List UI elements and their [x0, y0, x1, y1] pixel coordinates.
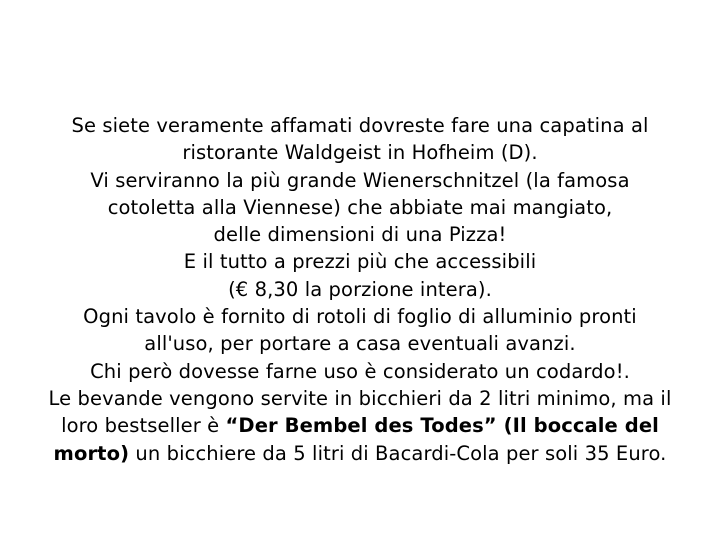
text-line: cotoletta alla Viennese) che abbiate mai mangiato, — [107, 195, 613, 219]
text-line: ristorante Waldgeist in Hofheim (D). — [182, 141, 538, 165]
text-line: E il tutto a prezzi più che accessibili — [183, 250, 537, 274]
text-line: Se siete veramente affamati dovreste fare una capatina al — [71, 114, 649, 137]
text-run: un bicchiere da 5 litri di Bacardi-Cola per soli 35 Euro. — [129, 441, 667, 465]
text-line: all'uso, per portare a casa eventuali avanzi. — [144, 332, 576, 356]
text-line — [4, 412, 716, 439]
bold-text-run: “Der Bembel des Todes” (Il boccale del — [225, 414, 659, 438]
text-line — [4, 440, 716, 467]
text-line: Chi però dovesse farne uso è considerato un codardo!. — [90, 359, 630, 383]
text-run: loro bestseller è — [61, 414, 226, 438]
text-line: Vi serviranno la più grande Wienerschnitzel (la famosa — [90, 168, 630, 192]
text-line: delle dimensioni di una Pizza! — [213, 223, 507, 247]
text-line: Le bevande vengono servite in bicchieri da 2 litri minimo, ma il — [48, 386, 672, 410]
text-line: (€ 8,30 la porzione intera). — [228, 277, 492, 301]
text-line: Ogni tavolo è fornito di rotoli di foglio di alluminio pronti — [83, 305, 637, 329]
bold-text-run: morto) — [53, 441, 130, 465]
body-text — [4, 112, 716, 467]
